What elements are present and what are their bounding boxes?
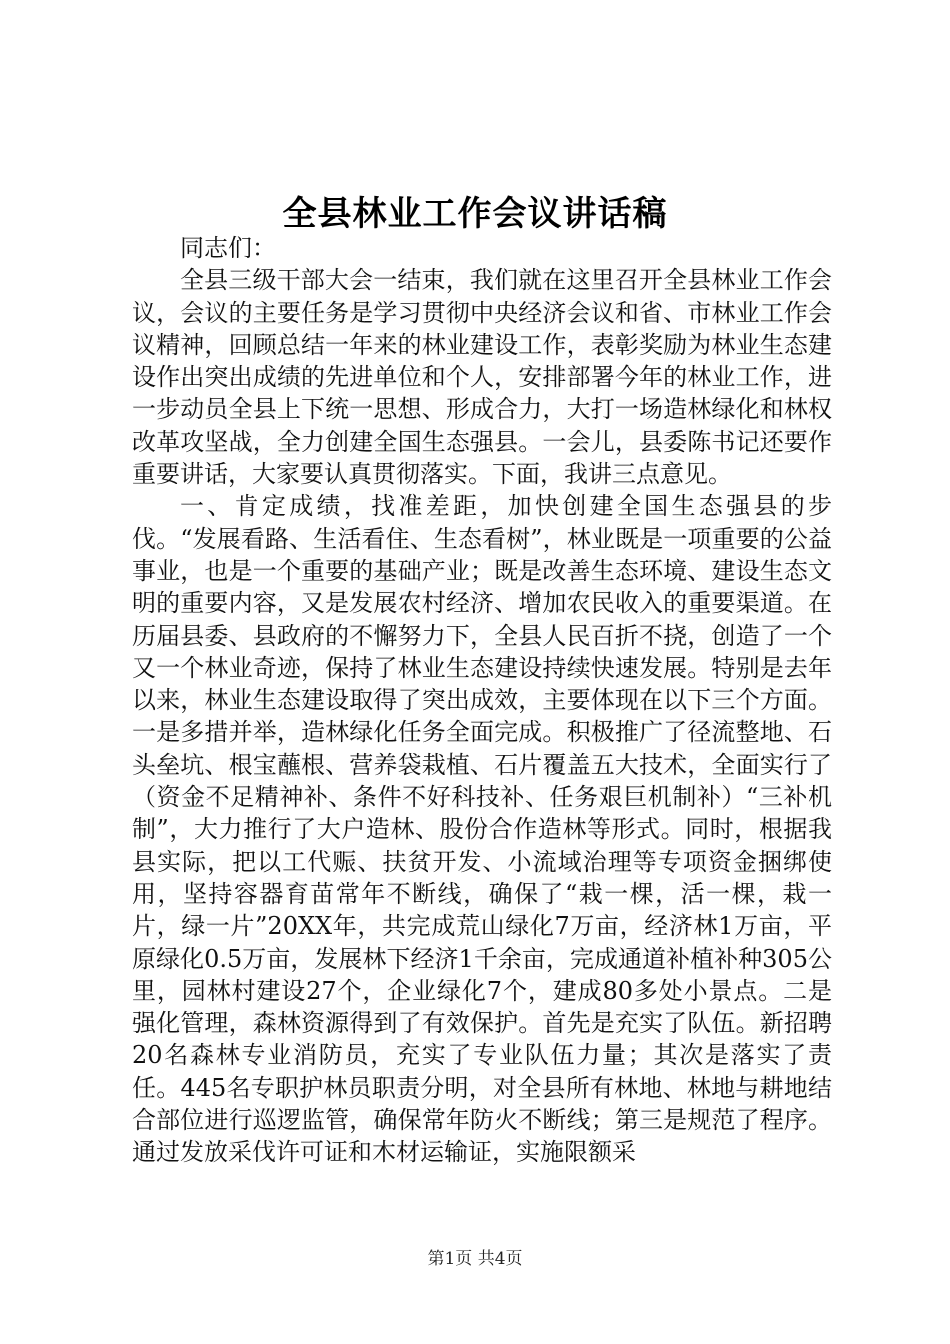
document-body — [132, 232, 832, 1169]
paragraph-1: 全县三级干部大会一结束，我们就在这里召开全县林业工作会议，会议的主要任务是学习贯彻中央经济会议和省、市林业工作会议精神，回顾总结一年来的林业建设工作，表彰奖励为林业生态建设作出突出成绩的先进单位和个人，安排部署今年的林业工作，进一步动员全县上下统一思想、形成合力，大打一场造林绿化和林权改革攻坚战，全力创建全国生态强县。一会儿，县委陈书记还要作重要讲话，大家要认真贯彻落实。下面，我讲三点意见。 — [132, 266, 832, 489]
document-title: 全县林业工作会议讲话稿 — [282, 194, 668, 234]
page-number: 第1页 共4页 — [427, 1249, 523, 1269]
paragraph-2: 一、肯定成绩，找准差距，加快创建全国生态强县的步伐。“发展看路、生活看住、生态看树”，林业既是一项重要的公益事业，也是一个重要的基础产业；既是改善生态环境、建设生态文明的重要内容，又是发展农村经济、增加农民收入的重要渠道。在历届县委、县政府的不懈努力下，全县人民百折不挠，创造了一个又一个林业奇迹，保持了林业生态建设持续快速发展。特别是去年以来，林业生态建设取得了突出成效，主要体现在以下三个方面。一是多措并举，造林绿化任务全面完成。积极推广了径流整地、石头垒坑、根宝蘸根、营养袋栽植、石片覆盖五大技术，全面实行了（资金不足精神补、条件不好科技补、任务艰巨机制补）“三补机制”，大力推行了大户造林、股份合作造林等形式。同时，根据我县实际，把以工代赈、扶贫开发、小流域治理等专项资金捆绑使用，坚持容器育苗常年不断线，确保了“栽一棵，活一棵，栽一片，绿一片”20XX年，共完成荒山绿化7万亩，经济林1万亩，平原绿化0.5万亩，发展林下经济1千余亩，完成通道补植补种305公里，园林村建设27个，企业绿化7个，建成80多处小景点。二是强化管理，森林资源得到了有效保护。首先是充实了队伍。新招聘20名森林专业消防员，充实了专业队伍力量；其次是落实了责任。445名专职护林员职责分明，对全县所有林地、林地与耕地结合部位进行巡逻监管，确保常年防火不断线；第三是规范了程序。通过发放采伐许可证和木材运输证，实施限额采 — [132, 492, 832, 1167]
salutation: 同志们： — [180, 234, 276, 262]
